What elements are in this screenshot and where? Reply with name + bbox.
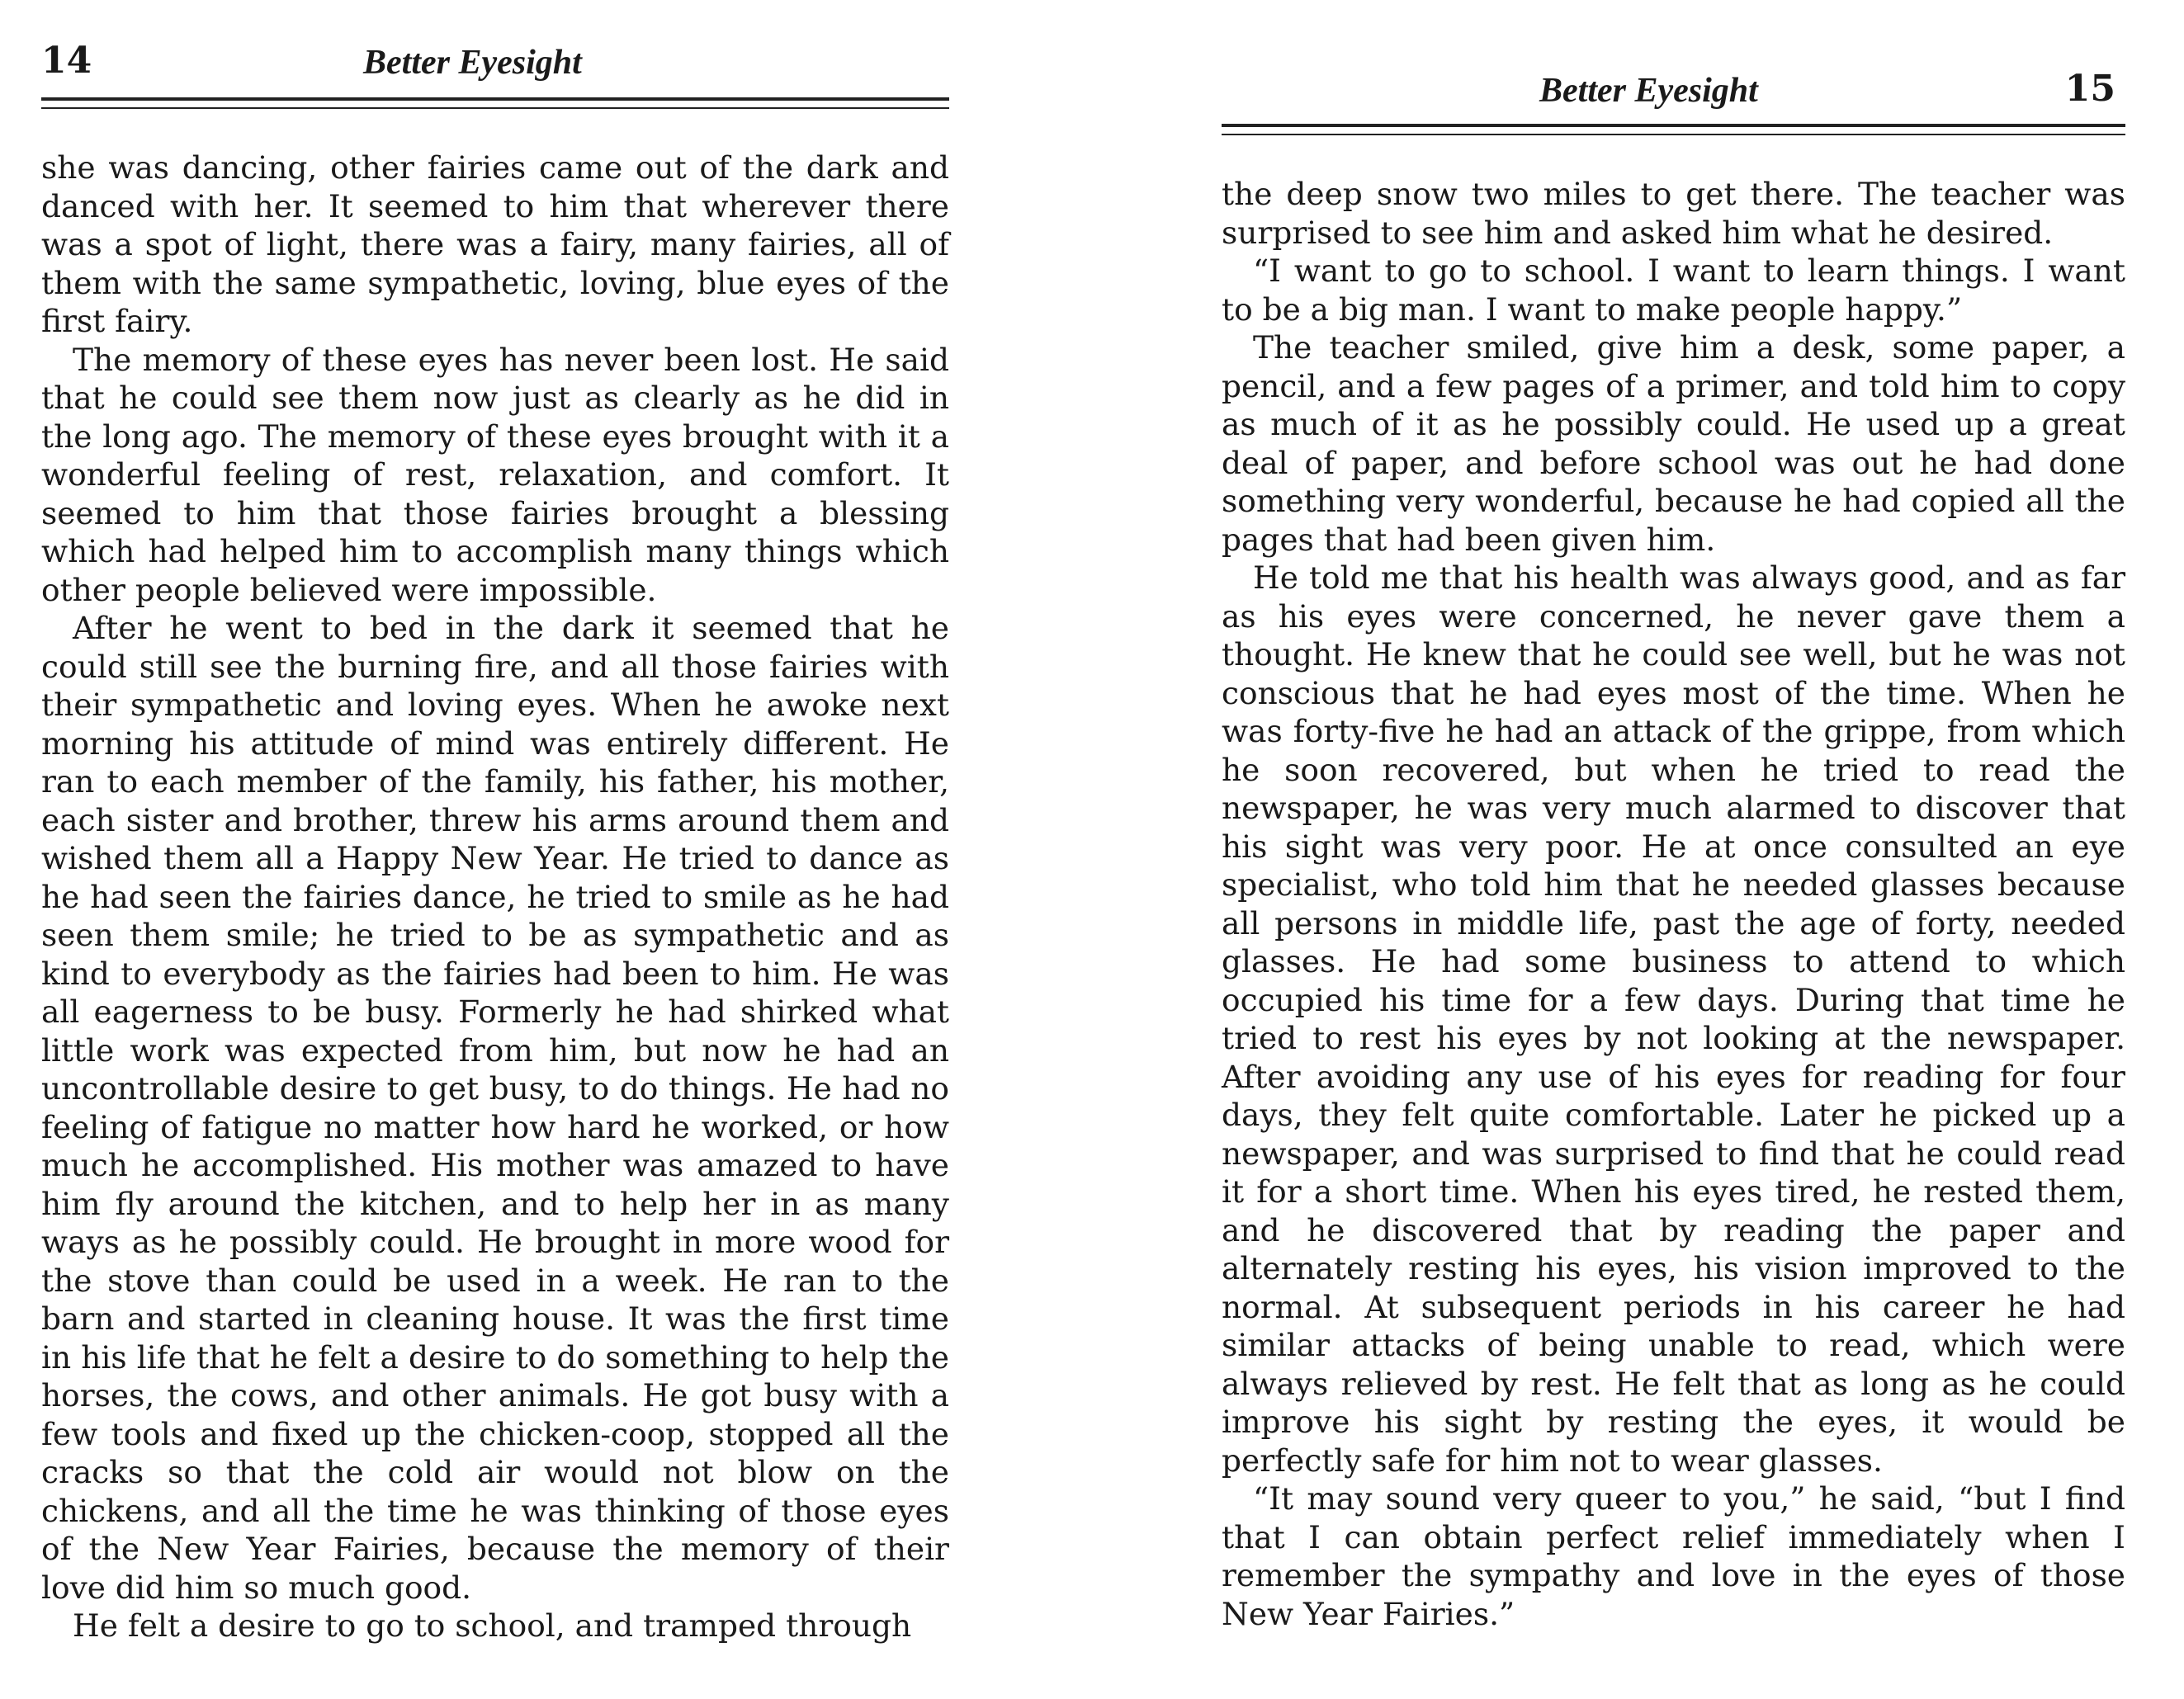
- left-paragraph-3: After he went to bed in the dark it seemed that he could still see the burning fire, and all those fairies with their sympathetic and loving eyes. When he awoke next morning his attitude of mind was entirely different. He ran to each member of the family, his father, his mother, each sister and brother, threw his arms around them and wished them all a Happy New Year. He tried to dance as he had seen the fairies dance, he tried to smile as he had seen them smile; he tried to be as sympathetic and as kind to everybody as the fairies had been to him. He was all eagerness to be busy. Formerly he had shirked what little work was expected from him, but now he had an uncontrollable desire to get busy, to do things. He had no feeling of fatigue no matter how hard he worked, or how much he accomplished. His mother was amazed to have him fly around the kitchen, and to help her in as many ways as he possibly could. He brought in more wood for the stove than could be used in a week. He ran to the barn and started in cleaning house. It was the first time in his life that he felt a desire to do something to help the horses, the cows, and other animals. He got busy with a few tools and fixed up the chicken-coop, stopped all the cracks so that the cold air would not blow on the chickens, and all the time he was thinking of those eyes of the New Year Fairies, because the memory of their love did him so much good.: [41, 610, 949, 1606]
- left-page: [41, 0, 949, 1645]
- left-paragraph-1: she was dancing, other fairies came out of the dark and danced with her. It seemed to him that wherever there was a spot of light, there was a fairy, many fairies, all of them with the same sympathetic, loving, blue eyes of the first fairy.: [41, 149, 949, 339]
- right-body-text: [1222, 175, 2125, 1633]
- right-paragraph-3: The teacher smiled, give him a desk, some paper, a pencil, and a few pages of a primer, and told him to copy as much of it as he possibly could. He used up a great deal of paper, and before school was out he had done something very wonderful, because he had copied all the pages that had been given him.: [1222, 329, 2125, 558]
- right-paragraph-5: “It may sound very queer to you,” he said, “but I find that I can obtain perfect relief immediately when I remember the sympathy and love in the eyes of those New Year Fairies.”: [1222, 1480, 2125, 1632]
- left-paragraph-2: The memory of these eyes has never been lost. He said that he could see them now just as clearly as he did in the long ago. The memory of these eyes brought with it a wonderful feeling of rest, relaxation, and comfort. It seemed to him that those fairies brought a blessing which had helped him to accomplish many things which other people believed were impossible.: [41, 341, 949, 608]
- left-running-title: Better Eyesight: [363, 44, 582, 82]
- left-running-head: [41, 0, 949, 97]
- left-page-number: 14: [41, 40, 92, 82]
- right-paragraph-1: the deep snow two miles to get there. The teacher was surprised to see him and asked him what he desired.: [1222, 176, 2125, 251]
- right-paragraph-4: He told me that his health was always good, and as far as his eyes were concerned, he never gave them a thought. He knew that he could see well, but he was not conscious that he had eyes most of the time. When he was forty-five he had an attack of the grippe, from which he soon recovered, but when he tried to read the newspaper, he was very much alarmed to discover that his sight was very poor. He at once consulted an eye specialist, who told him that he needed glasses because all persons in middle life, past the age of forty, needed glasses. He had some business to attend to which occupied his time for a few days. During that time he tried to rest his eyes by not looking at the newspaper. After avoiding any use of his eyes for reading for four days, they felt quite comfortable. Later he picked up a newspaper, and was surprised to find that he could read it for a short time. When his eyes tired, he rested them, and he discovered that by reading the paper and alternately resting his eyes, his vision improved to the normal. At subsequent periods in his career he had similar attacks of being unable to read, which were always relieved by rest. He felt that as long as he could improve his sight by resting the eyes, it would be perfectly safe for him not to wear glasses.: [1222, 559, 2125, 1479]
- right-page: [1222, 0, 2125, 1633]
- right-running-head: [1222, 0, 2125, 142]
- right-paragraph-2: “I want to go to school. I want to learn things. I want to be a big man. I want to make people happy.”: [1222, 252, 2125, 328]
- right-header-rule: [1222, 124, 2125, 135]
- left-body-text: [41, 149, 949, 1645]
- right-running-title: Better Eyesight: [1539, 72, 1758, 110]
- left-paragraph-4: He felt a desire to go to school, and tramped through: [73, 1607, 912, 1644]
- left-header-rule: [41, 97, 949, 109]
- right-page-number: 15: [2064, 68, 2115, 110]
